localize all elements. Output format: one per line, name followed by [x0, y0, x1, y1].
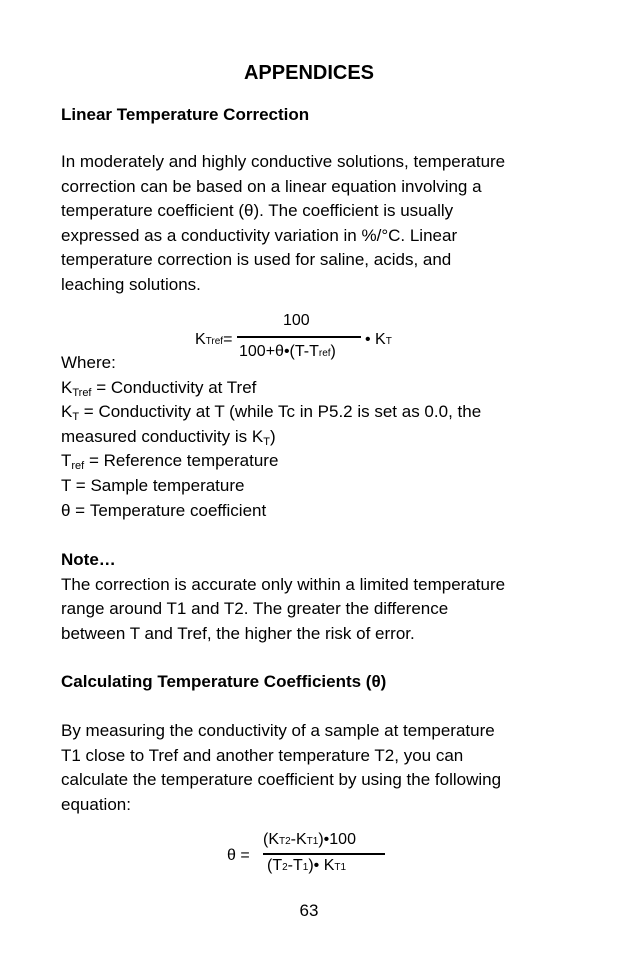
text-line: temperature correction is used for saline, acids, and [61, 250, 452, 270]
definition-kt-cont: measured conductivity is $K_T$) [61, 426, 276, 448]
definition-kt: $K_T$ = Conductivity at T (while Tc in P5.2 is set as 0.0, the [61, 402, 482, 424]
text-line: range around T1 and T2. The greater the difference [61, 599, 449, 619]
formula-denominator: (T2-T1)• KT1 [267, 857, 347, 874]
note-block [61, 548, 561, 646]
where-label: Where: [61, 353, 116, 372]
text-line: leaching solutions. [61, 274, 201, 294]
formula-numerator: 100 [283, 312, 310, 329]
text-line: temperature coefficient (θ). The coefficient is usually [61, 201, 454, 221]
formula-rhs: • KT [365, 331, 392, 348]
text-line: expressed as a conductivity variation in %/°C. Linear [61, 225, 458, 245]
coefficient-paragraph [61, 719, 561, 817]
formula-lhs: θ = [227, 847, 250, 864]
page-title: APPENDICES [243, 62, 375, 84]
formula-denominator: 100+θ•(T-Tref) [239, 343, 336, 360]
definition-theta: θ = Temperature coefficient [61, 500, 267, 520]
fraction-bar [263, 853, 385, 855]
intro-paragraph [61, 150, 561, 298]
text-line: The correction is accurate only within a limited temperature [61, 574, 506, 594]
text-line: equation: [61, 794, 131, 814]
text-line: By measuring the conductivity of a sample at temperature [61, 721, 495, 740]
definition-t: T = Sample temperature [61, 475, 245, 495]
section-heading-linear-correction: Linear Temperature Correction [61, 105, 310, 124]
page-number: 63 [299, 901, 319, 920]
text-line: In moderately and highly conductive solutions, temperature [61, 152, 506, 171]
definition-tref: $T_{ref}$ = Reference temperature [61, 451, 279, 473]
text-line: calculate the temperature coefficient by using the following [61, 770, 502, 790]
text-line: between T and Tref, the higher the risk of error. [61, 623, 415, 643]
fraction-bar [237, 336, 361, 338]
formula-numerator: (KT2-KT1)•100 [263, 831, 356, 848]
note-heading: Note… [61, 550, 116, 569]
where-definitions [61, 351, 561, 523]
definition-ktref: $K_{Tref}$ = Conductivity at Tref [61, 377, 257, 399]
text-line: T1 close to Tref and another temperature T2, you can [61, 745, 464, 765]
text-line: correction can be based on a linear equation involving a [61, 176, 482, 196]
formula-lhs: KTref= [195, 331, 233, 348]
coefficient-formula [227, 830, 397, 882]
section-heading-temp-coefficients: Calculating Temperature Coefficients (θ) [61, 672, 387, 691]
